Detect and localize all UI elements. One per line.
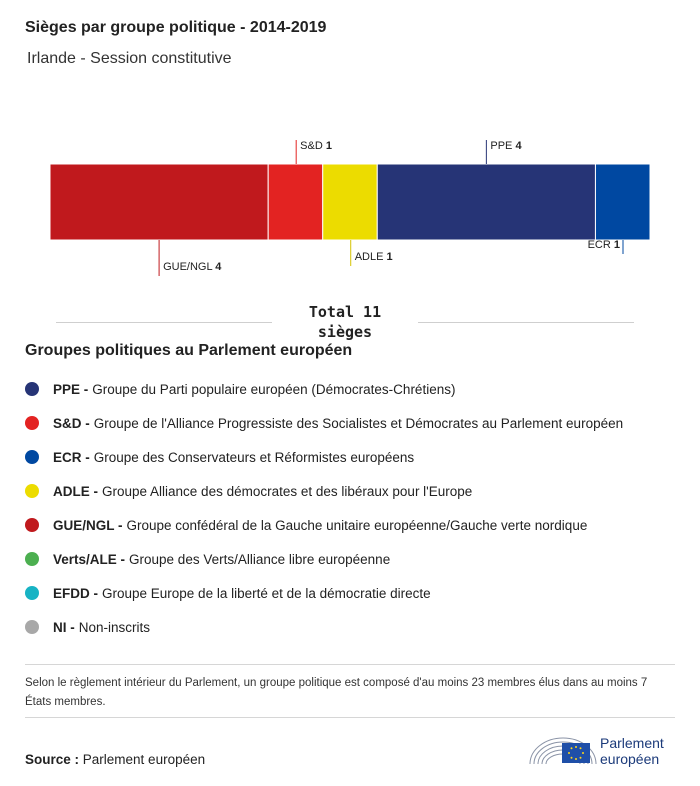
total-seats-count: Total 11 [308, 303, 382, 321]
legend-item [25, 372, 623, 406]
total-seats [56, 302, 634, 342]
legend-item [25, 508, 623, 542]
legend-abbr: S&D - [53, 415, 90, 431]
chart-title: Sièges par groupe politique - 2014-2019 [25, 19, 327, 36]
bar-label [300, 140, 332, 152]
legend-abbr: Verts/ALE - [53, 551, 126, 567]
legend-item [25, 610, 623, 644]
legend-title: Groupes politiques au Parlement européen [25, 342, 353, 359]
bar-segment [268, 164, 323, 240]
chart-subtitle: Irlande - Session constitutive [27, 50, 232, 67]
total-divider-right [418, 322, 634, 323]
source-value: Parlement européen [82, 752, 206, 767]
bar-segment [595, 164, 650, 240]
bar-label-name: S&D [300, 140, 326, 152]
legend-abbr: ADLE - [53, 483, 98, 499]
bar-label-name: PPE [490, 140, 516, 152]
legend-abbr: ECR - [53, 449, 90, 465]
logo-line-2: européen [600, 751, 660, 767]
bar-label-value: 1 [386, 251, 393, 263]
footnote: Selon le règlement intérieur du Parlement, un groupe politique est composé d'au moins 23 membres élus dans au moins 7 États membres. [25, 677, 648, 708]
logo-line-1: Parlement [600, 735, 664, 751]
legend-abbr: GUE/NGL - [53, 517, 123, 533]
legend-color-dot [25, 586, 39, 600]
bar-label-name: ADLE [354, 251, 387, 263]
legend-abbr: PPE - [53, 381, 89, 397]
legend-color-dot [25, 484, 39, 498]
legend-item [25, 474, 623, 508]
bar-label-value: 4 [515, 140, 522, 152]
legend-item [25, 542, 623, 576]
bar-segment [323, 164, 378, 240]
bar-label [355, 251, 393, 263]
bar-label-value: 4 [215, 261, 222, 273]
bar-label-value: 1 [613, 239, 620, 251]
legend-abbr: EFDD - [53, 585, 98, 601]
legend-description: Groupe Europe de la liberté et de la démocratie directe [102, 585, 431, 601]
hemicycle-icon [528, 728, 598, 768]
source [25, 752, 205, 767]
bar-label [490, 140, 522, 152]
bar-label-value: 1 [325, 140, 332, 152]
parliament-logo [528, 728, 678, 768]
divider [25, 664, 675, 665]
legend-description: Groupe du Parti populaire européen (Démocrates-Chrétiens) [92, 381, 456, 397]
legend-item [25, 576, 623, 610]
legend-description: Groupe des Conservateurs et Réformistes européens [93, 449, 415, 465]
legend-color-dot [25, 620, 39, 634]
bar-label [163, 261, 222, 273]
legend-description: Groupe de l'Alliance Progressiste des Socialistes et Démocrates au Parlement européen [93, 415, 624, 431]
legend-description: Groupe des Verts/Alliance libre européenne [129, 551, 391, 567]
legend-abbr: NI - [53, 619, 75, 635]
legend-color-dot [25, 416, 39, 430]
legend [25, 372, 623, 644]
total-seats-text [272, 302, 418, 342]
legend-color-dot [25, 518, 39, 532]
logo-text [600, 735, 664, 767]
bar-label-name: GUE/NGL [163, 261, 216, 273]
legend-item [25, 406, 623, 440]
legend-description: Groupe Alliance des démocrates et des libéraux pour l'Europe [102, 483, 473, 499]
bar-label-name: ECR [587, 239, 614, 251]
legend-color-dot [25, 382, 39, 396]
seats-bar-chart [0, 120, 700, 290]
legend-description: Groupe confédéral de la Gauche unitaire européenne/Gauche verte nordique [126, 517, 588, 533]
legend-color-dot [25, 450, 39, 464]
divider [25, 717, 675, 718]
legend-description: Non-inscrits [78, 619, 151, 635]
legend-color-dot [25, 552, 39, 566]
legend-item [25, 440, 623, 474]
total-seats-unit: sièges [317, 323, 373, 341]
bar-label [588, 239, 620, 251]
bar-segment [377, 164, 595, 240]
source-label: Source : [25, 752, 80, 767]
bar-segment [50, 164, 268, 240]
total-divider-left [56, 322, 272, 323]
